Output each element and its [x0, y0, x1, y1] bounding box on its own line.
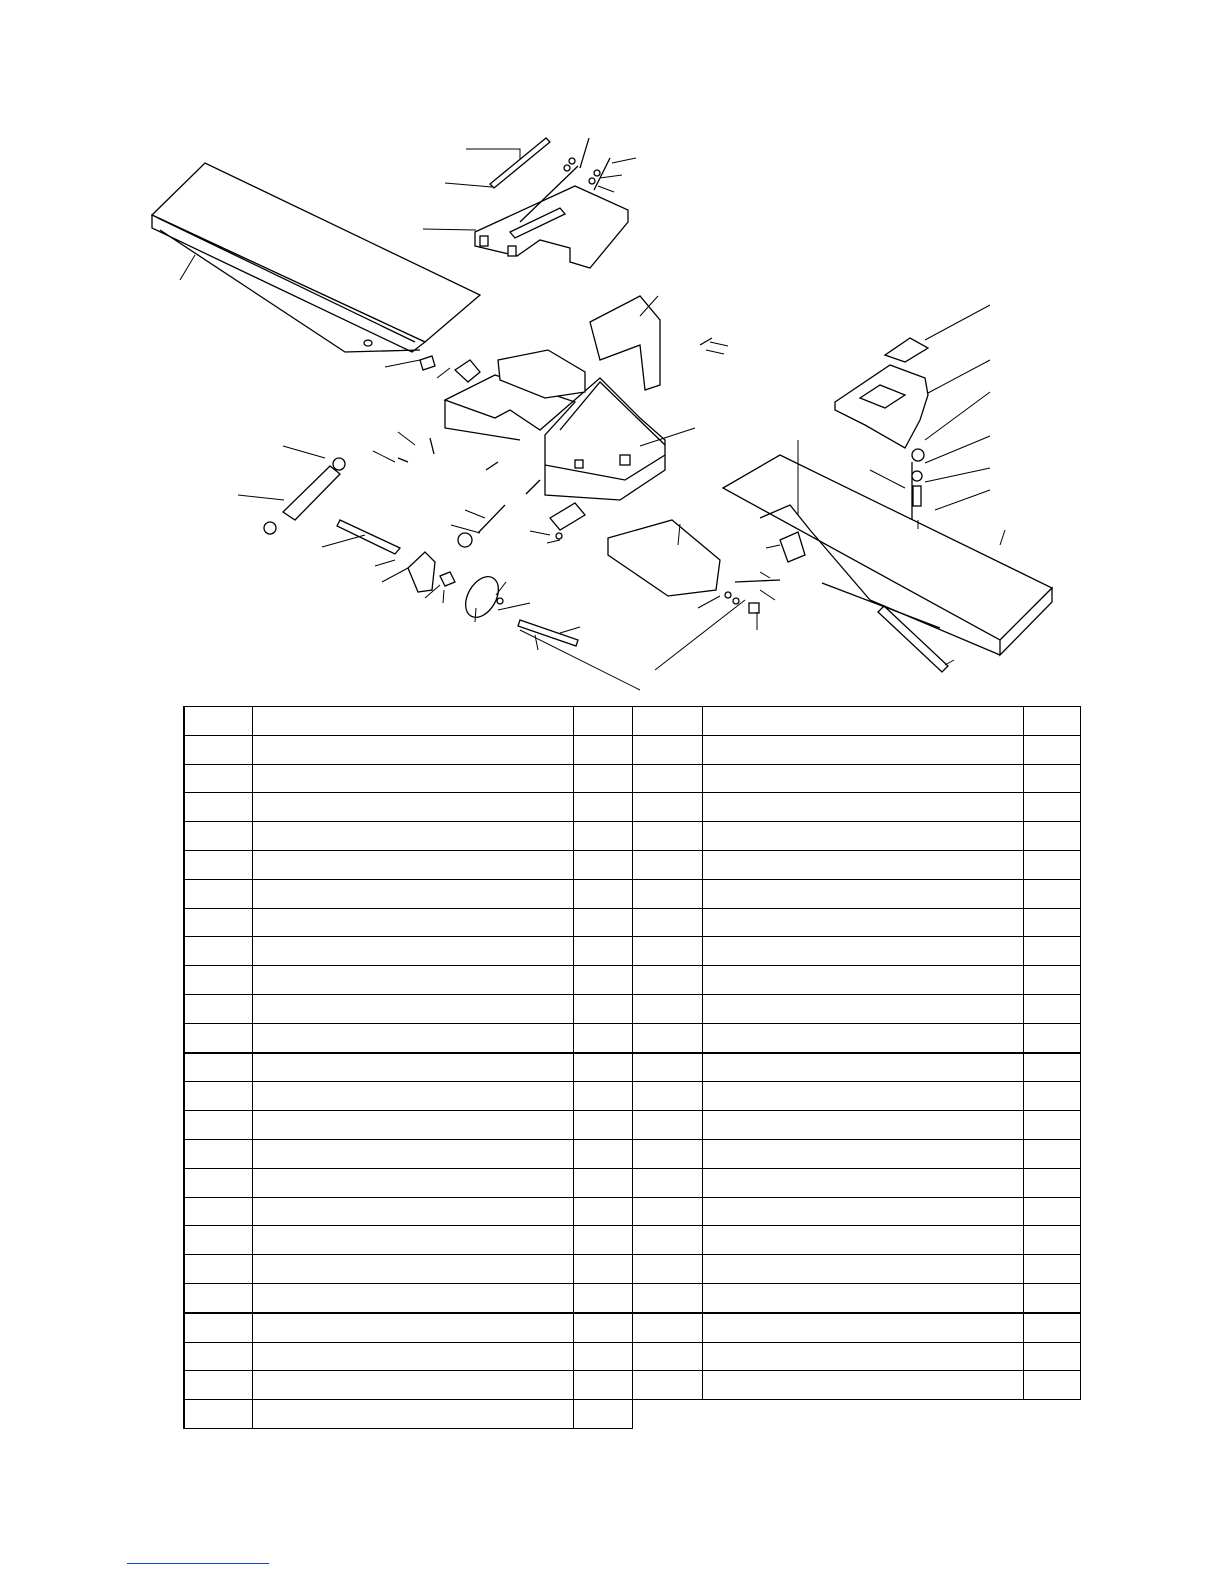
table-row	[633, 1053, 1081, 1082]
quantity-cell	[573, 937, 632, 966]
table-row	[633, 879, 1081, 908]
table-row	[633, 1283, 1081, 1312]
table-row	[633, 1197, 1081, 1226]
quantity-cell	[573, 908, 632, 937]
quantity-cell	[573, 1255, 632, 1284]
description-cell	[252, 1283, 573, 1312]
quantity-cell	[1024, 1342, 1081, 1371]
description-cell	[252, 850, 573, 879]
quantity-cell	[573, 822, 632, 851]
quantity-cell	[1024, 764, 1081, 793]
quantity-cell	[573, 1168, 632, 1197]
description-cell	[703, 707, 1024, 736]
description-cell	[252, 1197, 573, 1226]
description-cell	[252, 764, 573, 793]
table-row	[184, 735, 632, 764]
table-row	[184, 1023, 632, 1052]
description-cell	[252, 1053, 573, 1082]
part-number-cell	[633, 1082, 703, 1111]
quantity-cell	[1024, 735, 1081, 764]
description-cell	[252, 1226, 573, 1255]
infeed-table	[152, 163, 480, 352]
description-cell	[252, 707, 573, 736]
part-number-cell	[633, 1197, 703, 1226]
description-cell	[252, 879, 573, 908]
description-cell	[703, 879, 1024, 908]
parts-list-right	[632, 706, 1081, 1400]
description-cell	[252, 1313, 573, 1342]
table-row	[633, 1342, 1081, 1371]
quantity-cell	[573, 764, 632, 793]
description-cell	[703, 793, 1024, 822]
table-row	[184, 1139, 632, 1168]
description-cell	[252, 1255, 573, 1284]
description-cell	[252, 822, 573, 851]
quantity-cell	[573, 1342, 632, 1371]
part-number-cell	[184, 1400, 252, 1429]
part-number-cell	[184, 1168, 252, 1197]
table-row	[633, 1255, 1081, 1284]
part-number-cell	[633, 850, 703, 879]
quantity-cell	[573, 1371, 632, 1400]
table-row	[633, 764, 1081, 793]
table-row	[633, 1023, 1081, 1052]
description-cell	[703, 1255, 1024, 1284]
description-cell	[703, 1283, 1024, 1312]
table-row	[184, 850, 632, 879]
description-cell	[703, 1342, 1024, 1371]
description-cell	[703, 1168, 1024, 1197]
part-number-cell	[184, 1255, 252, 1284]
part-number-cell	[184, 1283, 252, 1312]
table-row	[184, 1255, 632, 1284]
description-cell	[703, 1197, 1024, 1226]
table-row	[633, 937, 1081, 966]
part-number-cell	[184, 1053, 252, 1082]
part-number-cell	[184, 879, 252, 908]
quantity-cell	[1024, 1139, 1081, 1168]
part-number-cell	[633, 707, 703, 736]
part-number-cell	[184, 966, 252, 995]
table-row	[184, 1226, 632, 1255]
parts-list-left	[183, 706, 633, 1429]
quantity-cell	[1024, 1371, 1081, 1400]
table-row	[184, 994, 632, 1023]
part-number-cell	[184, 1082, 252, 1111]
table-row	[633, 1313, 1081, 1342]
part-number-cell	[633, 1226, 703, 1255]
part-number-cell	[184, 793, 252, 822]
table-row	[184, 937, 632, 966]
quantity-cell	[1024, 994, 1081, 1023]
description-cell	[703, 908, 1024, 937]
description-cell	[703, 1226, 1024, 1255]
part-number-cell	[184, 1197, 252, 1226]
description-cell	[703, 850, 1024, 879]
parts-list-right-body	[633, 707, 1081, 1400]
description-cell	[703, 735, 1024, 764]
part-number-cell	[633, 793, 703, 822]
description-cell	[252, 1342, 573, 1371]
table-row	[184, 908, 632, 937]
table-row	[184, 793, 632, 822]
part-number-cell	[184, 994, 252, 1023]
description-cell	[252, 1082, 573, 1111]
table-row	[184, 966, 632, 995]
quantity-cell	[573, 707, 632, 736]
quantity-cell	[1024, 908, 1081, 937]
part-number-cell	[184, 822, 252, 851]
part-number-cell	[633, 908, 703, 937]
quantity-cell	[573, 966, 632, 995]
description-cell	[252, 1023, 573, 1052]
parts-list-left-body	[184, 707, 632, 1429]
part-number-cell	[633, 1023, 703, 1052]
quantity-cell	[1024, 1053, 1081, 1082]
part-number-cell	[184, 1313, 252, 1342]
quantity-cell	[573, 1400, 632, 1429]
table-row	[633, 966, 1081, 995]
quantity-cell	[573, 1139, 632, 1168]
quantity-cell	[1024, 966, 1081, 995]
part-number-cell	[633, 937, 703, 966]
quantity-cell	[1024, 1197, 1081, 1226]
quantity-cell	[573, 793, 632, 822]
quantity-cell	[573, 1053, 632, 1082]
table-row	[184, 1053, 632, 1082]
quantity-cell	[573, 1197, 632, 1226]
part-number-cell	[184, 735, 252, 764]
table-row	[184, 822, 632, 851]
quantity-cell	[1024, 1283, 1081, 1312]
table-row	[633, 1139, 1081, 1168]
quantity-cell	[573, 879, 632, 908]
description-cell	[703, 1371, 1024, 1400]
quantity-cell	[1024, 850, 1081, 879]
part-number-cell	[184, 850, 252, 879]
quantity-cell	[1024, 1226, 1081, 1255]
quantity-cell	[573, 994, 632, 1023]
part-number-cell	[184, 1226, 252, 1255]
table-row	[184, 1111, 632, 1140]
table-row	[184, 1082, 632, 1111]
table-row	[184, 879, 632, 908]
quantity-cell	[1024, 1168, 1081, 1197]
part-number-cell	[633, 1255, 703, 1284]
part-number-cell	[633, 822, 703, 851]
description-cell	[703, 764, 1024, 793]
quantity-cell	[573, 1023, 632, 1052]
quantity-cell	[573, 1082, 632, 1111]
description-cell	[703, 1111, 1024, 1140]
quantity-cell	[1024, 793, 1081, 822]
description-cell	[703, 1313, 1024, 1342]
part-number-cell	[184, 707, 252, 736]
description-cell	[252, 1168, 573, 1197]
description-cell	[252, 1139, 573, 1168]
table-row	[633, 1111, 1081, 1140]
description-cell	[703, 822, 1024, 851]
description-cell	[703, 1082, 1024, 1111]
quantity-cell	[1024, 879, 1081, 908]
part-number-cell	[184, 908, 252, 937]
description-cell	[252, 908, 573, 937]
quantity-cell	[1024, 1023, 1081, 1052]
table-row	[633, 1082, 1081, 1111]
footer-link-underline[interactable]	[127, 1563, 269, 1564]
table-row	[633, 1168, 1081, 1197]
quantity-cell	[573, 1283, 632, 1312]
quantity-cell	[1024, 1313, 1081, 1342]
table-row	[184, 1283, 632, 1312]
exploded-parts-diagram	[0, 0, 1225, 700]
part-number-cell	[633, 966, 703, 995]
table-row	[184, 1313, 632, 1342]
description-cell	[703, 994, 1024, 1023]
quantity-cell	[1024, 1082, 1081, 1111]
fence-bracket	[475, 186, 628, 268]
description-cell	[252, 1371, 573, 1400]
quantity-cell	[573, 1111, 632, 1140]
table-row	[633, 1226, 1081, 1255]
quantity-cell	[573, 850, 632, 879]
part-number-cell	[633, 994, 703, 1023]
base-casting	[445, 296, 665, 500]
part-number-cell	[184, 764, 252, 793]
part-number-cell	[184, 1111, 252, 1140]
table-row	[633, 908, 1081, 937]
description-cell	[252, 1111, 573, 1140]
part-number-cell	[633, 1313, 703, 1342]
part-number-cell	[633, 1139, 703, 1168]
part-number-cell	[633, 1283, 703, 1312]
table-row	[184, 707, 632, 736]
description-cell	[252, 793, 573, 822]
quantity-cell	[1024, 1111, 1081, 1140]
part-number-cell	[184, 1023, 252, 1052]
description-cell	[252, 994, 573, 1023]
part-number-cell	[633, 1053, 703, 1082]
description-cell	[252, 1400, 573, 1429]
table-row	[184, 1197, 632, 1226]
description-cell	[252, 735, 573, 764]
quantity-cell	[1024, 1255, 1081, 1284]
part-number-cell	[633, 1371, 703, 1400]
table-row	[633, 850, 1081, 879]
description-cell	[252, 937, 573, 966]
table-row	[633, 793, 1081, 822]
part-number-cell	[184, 937, 252, 966]
part-number-cell	[184, 1371, 252, 1400]
part-number-cell	[633, 1342, 703, 1371]
description-cell	[703, 966, 1024, 995]
table-row	[633, 707, 1081, 736]
quantity-cell	[1024, 822, 1081, 851]
part-number-cell	[184, 1139, 252, 1168]
table-row	[184, 764, 632, 793]
description-cell	[703, 1053, 1024, 1082]
table-row	[184, 1400, 632, 1429]
table-row	[633, 994, 1081, 1023]
outfeed-table	[723, 455, 1052, 655]
table-row	[633, 822, 1081, 851]
part-number-cell	[633, 764, 703, 793]
table-row	[184, 1371, 632, 1400]
description-cell	[703, 937, 1024, 966]
table-row	[633, 735, 1081, 764]
diagram-svg	[0, 0, 1225, 700]
quantity-cell	[1024, 707, 1081, 736]
part-number-cell	[184, 1342, 252, 1371]
table-row	[184, 1168, 632, 1197]
quantity-cell	[573, 735, 632, 764]
part-number-cell	[633, 1111, 703, 1140]
description-cell	[252, 966, 573, 995]
quantity-cell	[1024, 937, 1081, 966]
description-cell	[703, 1139, 1024, 1168]
part-number-cell	[633, 1168, 703, 1197]
table-row	[184, 1342, 632, 1371]
part-number-cell	[633, 735, 703, 764]
quantity-cell	[573, 1226, 632, 1255]
part-number-cell	[633, 879, 703, 908]
description-cell	[703, 1023, 1024, 1052]
quantity-cell	[573, 1313, 632, 1342]
table-row	[633, 1371, 1081, 1400]
